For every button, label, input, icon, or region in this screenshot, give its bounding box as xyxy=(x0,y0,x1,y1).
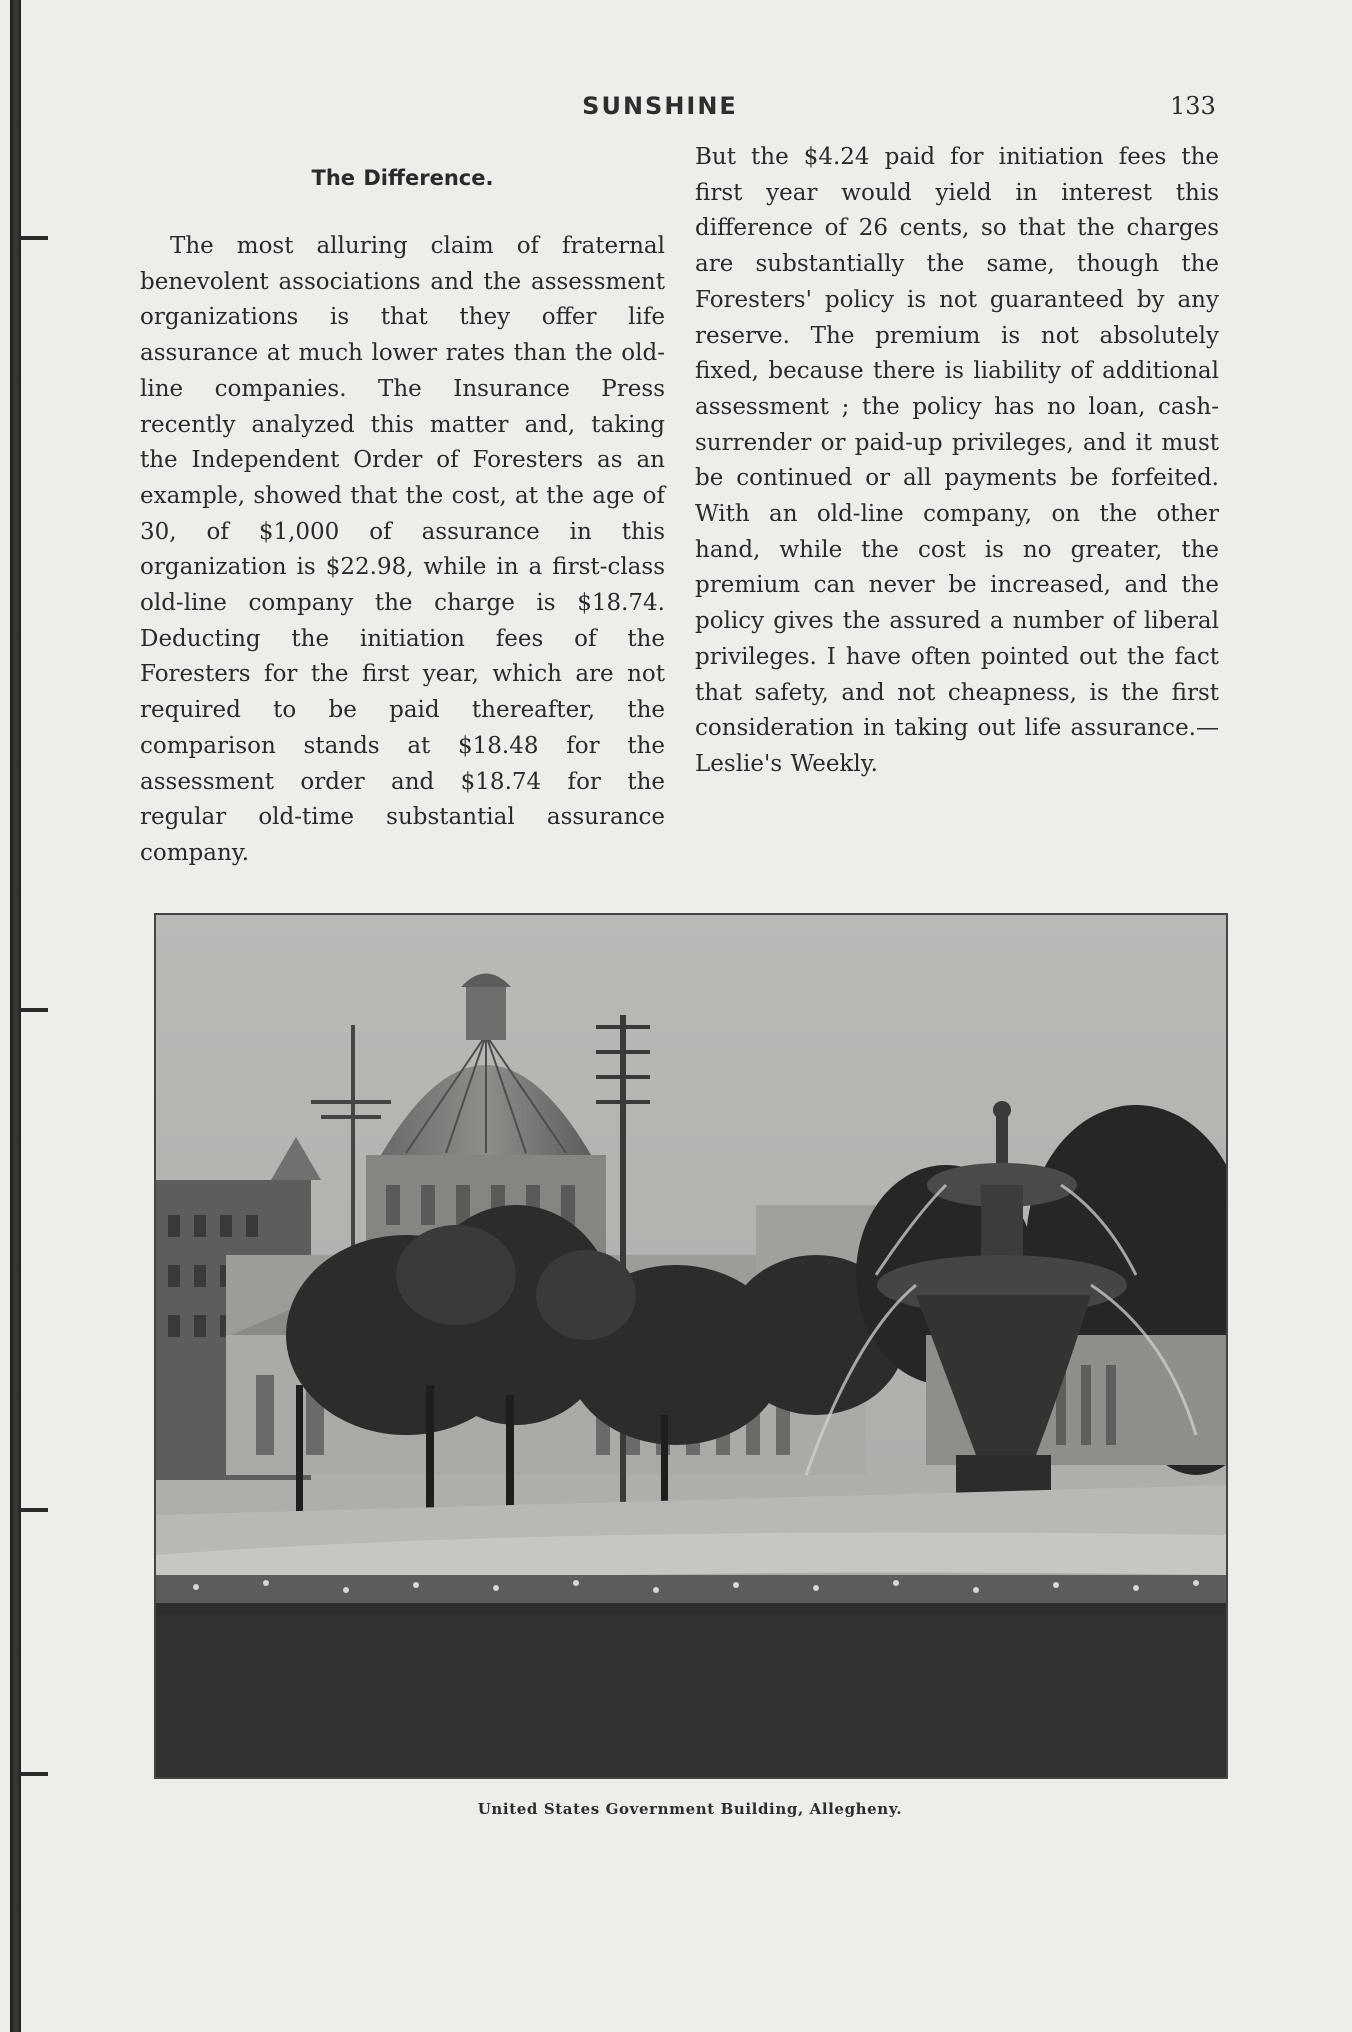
page-number: 133 xyxy=(1170,92,1216,120)
article-title: The Difference. xyxy=(311,166,494,190)
article-paragraph-continued: But the $4.24 paid for initiation fees the first year would yield in interest this difference of 26 cents, so that the charges are substantially the same, though the Foresters' policy is not guaranteed by any reserve. The premium is not absolutely fixed, because there is liability of additional assessment ; the policy has no loan, cash-surrender or paid-up privileges, and it must be continued or all payments be forfeited. With an old-line company, on the other hand, while the cost is no greater, the premium can never be increased, and the policy gives the assured a number of liberal privileges. I have often pointed out the fact that safety, and not cheapness, is the first consideration in taking out life assurance.—Leslie's Weekly. xyxy=(695,144,1219,777)
halftone-photograph xyxy=(154,913,1228,1779)
photo-caption: United States Government Building, Allegheny. xyxy=(477,1800,903,1818)
binding-mark xyxy=(18,236,48,240)
book-spine xyxy=(10,0,21,2032)
article-paragraph: The most alluring claim of fraternal benevolent associations and the assessment organizations is that they offer life assurance at much lower rates than the old-line companies. The Insurance Press recently analyzed this matter and, taking the Independent Order of Foresters as an example, showed that the cost, at the age of 30, of $1,000 of assurance in this organization is $22.98, while in a first-class old-line company the charge is $18.74. Deducting the initiation fees of the Foresters for the first year, which are not required to be paid thereafter, the comparison stands at $18.48 for the assessment order and $18.74 for the regular old-time substantial assurance company. xyxy=(140,233,665,866)
article-column-left xyxy=(140,140,665,872)
binding-mark xyxy=(18,1508,48,1512)
photograph-image xyxy=(156,915,1226,1777)
running-head: SUNSHINE xyxy=(582,92,738,120)
binding-mark xyxy=(18,1008,48,1012)
binding-mark xyxy=(18,1772,48,1776)
article-column-right xyxy=(695,140,1219,783)
